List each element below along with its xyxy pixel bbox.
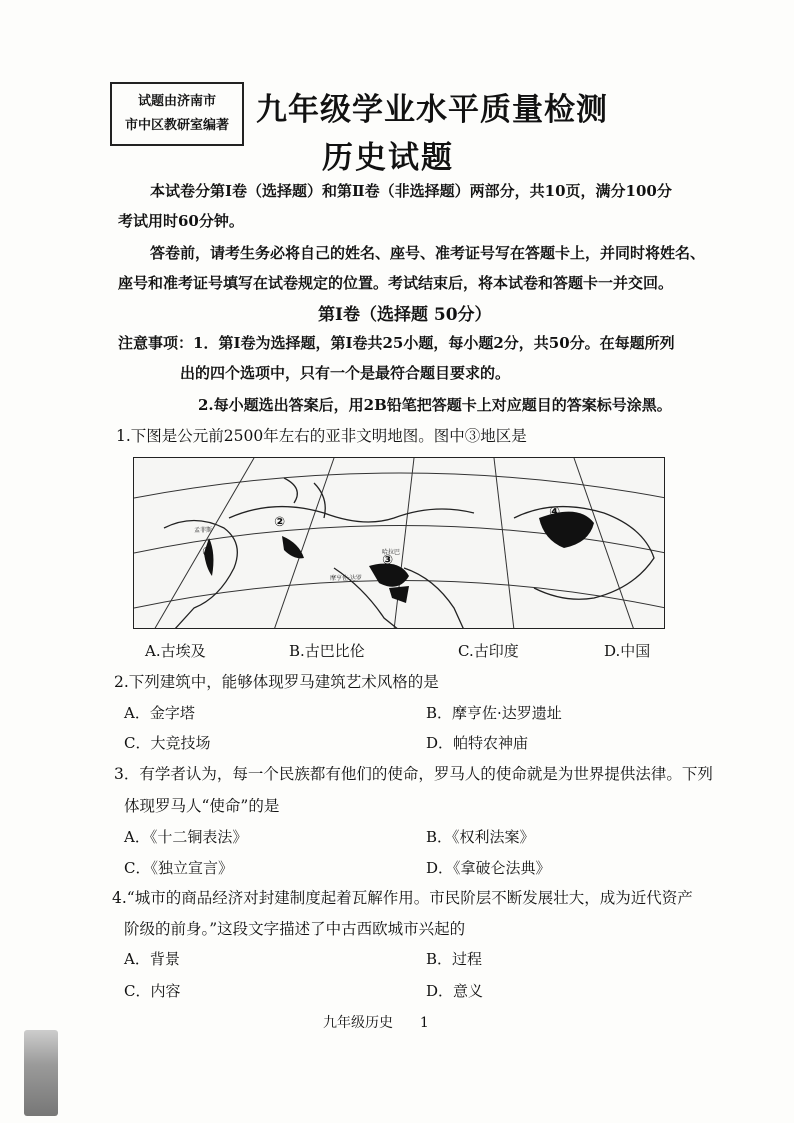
question-1-stem: 1.下图是公元前2500年左右的亚非文明地图。图中③地区是: [116, 427, 527, 445]
map-label: 哈拉巴: [382, 549, 401, 556]
intro-line-2: 考试用时60分钟。: [118, 212, 244, 230]
section-heading: 第Ⅰ卷（选择题 50分）: [318, 305, 492, 325]
region-mesopotamia: [282, 536, 304, 558]
map-marker-2: ②: [274, 515, 286, 530]
map-label: 孟菲斯: [194, 527, 213, 534]
latitude-line: [134, 473, 665, 498]
map-marker-3: ③: [382, 553, 394, 568]
question-4-stem: 4.“城市的商品经济对封建制度起着瓦解作用。市民阶层不断发展壮大，成为近代资产: [112, 889, 693, 907]
stamp-line-1: 试题由济南市: [137, 94, 216, 109]
region-yellow-river: [539, 512, 594, 548]
longitude-line: [274, 458, 334, 629]
eurasia-coast: [229, 507, 474, 522]
footer-page-number: 1: [419, 1015, 429, 1031]
map-marker-4: ④: [549, 505, 561, 520]
q3-option-a[interactable]: A．《十二铜表法》: [124, 828, 248, 846]
q1-option-a[interactable]: A.古埃及: [145, 642, 206, 660]
q2-option-c[interactable]: C．大竞技场: [124, 734, 211, 752]
footer-subject: 九年级历史: [323, 1015, 393, 1031]
intro-line-4: 座号和准考证号填写在试卷规定的位置。考试结束后，将本试卷和答题卡一并交回。: [118, 274, 674, 292]
q3-option-d[interactable]: D．《拿破仑法典》: [426, 859, 551, 877]
notes-line-1: 注意事项：1．第Ⅰ卷为选择题，第Ⅰ卷共25小题，每小题2分，共50分。在每题所列: [118, 334, 675, 352]
q2-option-d[interactable]: D．帕特农神庙: [426, 734, 529, 752]
q1-option-d[interactable]: D.中国: [604, 642, 651, 660]
region-indus-south: [389, 586, 409, 603]
exam-title: 九年级学业水平质量检测: [256, 92, 608, 128]
sea-outline: [284, 478, 297, 503]
q1-option-c[interactable]: C.古印度: [458, 642, 519, 660]
map-marker-1: ①: [202, 545, 214, 560]
q1-option-b[interactable]: B.古巴比伦: [289, 642, 365, 660]
question-3-stem: 3．有学者认为，每一个民族都有他们的使命，罗马人的使命就是为世界提供法律。下列: [114, 765, 713, 783]
asia-africa-civilization-map: [133, 457, 665, 629]
intro-line-3: 答卷前，请考生务必将自己的姓名、座号、准考证号写在答题卡上，并同时将姓名、: [150, 244, 706, 262]
q2-option-a[interactable]: A．金字塔: [124, 704, 195, 722]
longitude-line: [494, 458, 514, 629]
editor-stamp: [110, 82, 244, 146]
india-coast: [404, 568, 464, 629]
notes-line-2: 出的四个选项中，只有一个是最符合题目要求的。: [180, 364, 511, 382]
scan-smudge: [24, 1030, 58, 1116]
q4-option-a[interactable]: A．背景: [124, 950, 180, 968]
q4-option-b[interactable]: B．过程: [426, 950, 483, 968]
intro-line-1: 本试卷分第Ⅰ卷（选择题）和第Ⅱ卷（非选择题）两部分，共10页，满分100分: [150, 182, 672, 200]
longitude-line: [574, 458, 634, 629]
q2-option-b[interactable]: B．摩亨佐·达罗遗址: [426, 704, 562, 722]
exam-subtitle: 历史试题: [322, 140, 454, 176]
question-3-stem-cont: 体现罗马人“使命”的是: [124, 797, 280, 815]
q3-option-b[interactable]: B．《权利法案》: [426, 828, 535, 846]
q4-option-c[interactable]: C．内容: [124, 982, 181, 1000]
map-label: 摩亨佐·达罗: [330, 575, 362, 582]
page-footer: [323, 1012, 429, 1032]
map-graphic: [134, 458, 665, 629]
longitude-line: [394, 458, 414, 629]
question-2-stem: 2.下列建筑中，能够体现罗马建筑艺术风格的是: [114, 673, 439, 691]
stamp-line-2: 市中区教研室编著: [124, 118, 229, 133]
q3-option-c[interactable]: C．《独立宣言》: [124, 859, 233, 877]
question-4-stem-cont: 阶级的前身。”这段文字描述了中古西欧城市兴起的: [124, 920, 466, 938]
q4-option-d[interactable]: D．意义: [426, 982, 484, 1000]
notes-line-3: 2.每小题选出答案后，用2B铅笔把答题卡上对应题目的答案标号涂黑。: [198, 396, 672, 414]
